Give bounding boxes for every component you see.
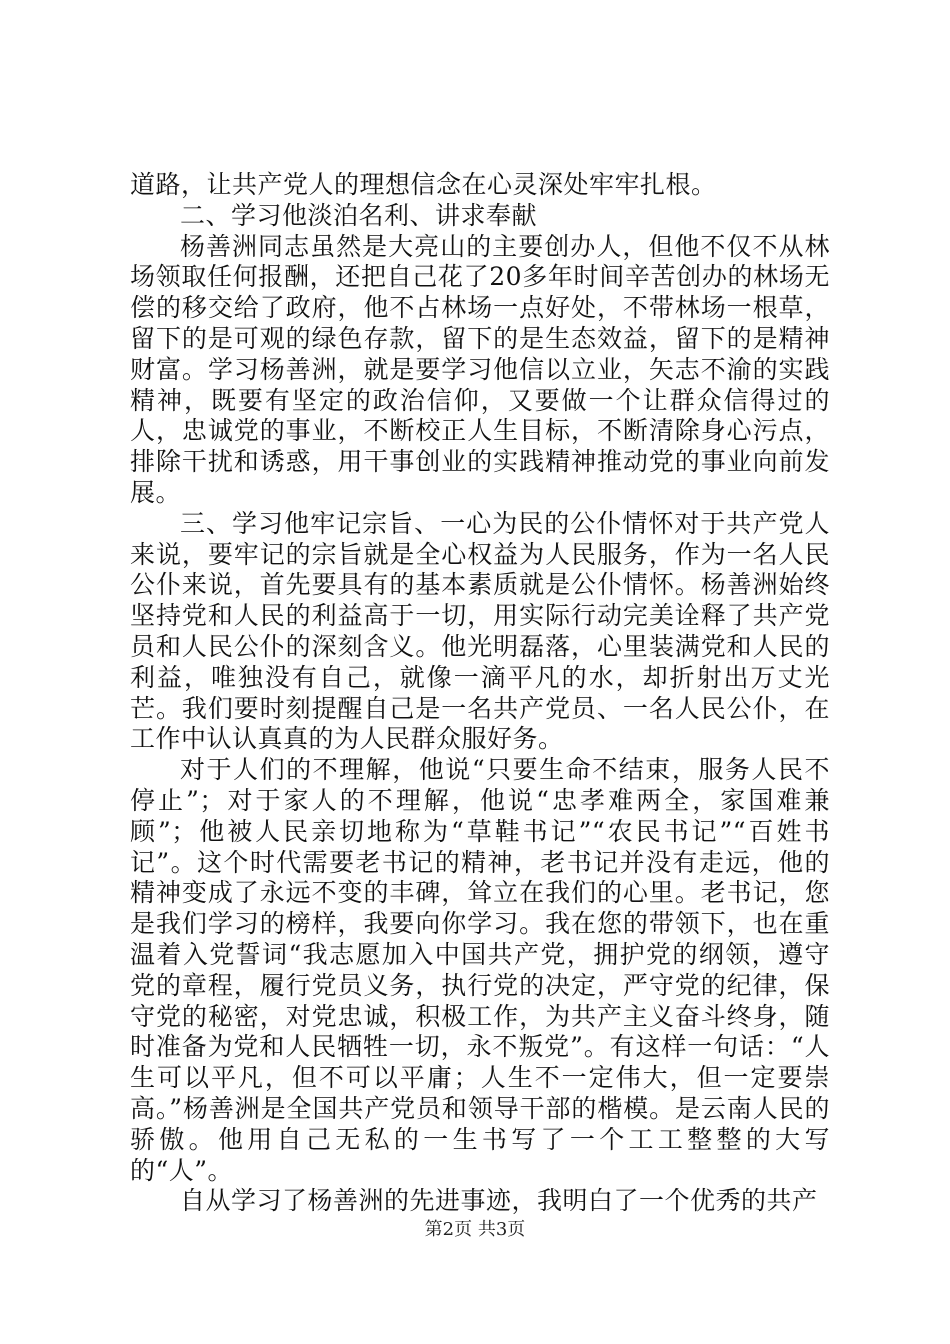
paragraph-quotes: 对于人们的不理解，他说“只要生命不结束，服务人民不停止”；对于家人的不理解，他说“忠孝难两全，家国难兼顾”；他被人民亲切地称为“草鞋书记”“农民书记”“百姓书记”。这个时代需要老书记的精神，老书记并没有走远，他的精神变成了永远不变的丰碑，耸立在我们的心里。老书记，您是我们学习的榜样，我要向你学习。我在您的带领下，也在重温着入党誓词“我志愿加入中国共产党，拥护党的纲领，遵守党的章程，履行党员义务，执行党的决定，严守党的纪律，保守党的秘密，对党忠诚，积极工作，为共产主义奋斗终身，随时准备为党和人民牺牲一切，永不叛党”。有这样一句话：“人生可以平凡，但不可以平庸；人生不一定伟大，但一定要崇高。”杨善洲是全国共产党员和领导干部的楷模。是云南人民的骄傲。他用自己无私的一生书写了一个工工整整的大写的“人”。 [130, 755, 830, 1185]
paragraph-section-2-body: 杨善洲同志虽然是大亮山的主要创办人，但他不仅不从林场领取任何报酬，还把自己花了20多年时间辛苦创办的林场无偿的移交给了政府，他不占林场一点好处，不带林场一根草，留下的是可观的绿色存款，留下的是生态效益，留下的是精神财富。学习杨善洲，就是要学习他信以立业，矢志不渝的实践精神，既要有坚定的政治信仰，又要做一个让群众信得过的人，忠诚党的事业，不断校正人生目标，不断清除身心污点，排除干扰和诱惑，用干事创业的实践精神推动党的事业向前发展。 [130, 231, 830, 507]
paragraph-section-3: 三、学习他牢记宗旨、一心为民的公仆情怀对于共产党人来说，要牢记的宗旨就是全心权益为人民服务，作为一名人民公仆来说，首先要具有的基本素质就是公仆情怀。杨善洲始终坚持党和人民的利益高于一切，用实际行动完美诠释了共产党员和人民公仆的深刻含义。他光明磊落，心里装满党和人民的利益，唯独没有自己，就像一滴平凡的水，却折射出万丈光芒。我们要时刻提醒自己是一名共产党员、一名人民公仆，在工作中认认真真的为人民群众服好务。 [130, 508, 830, 754]
paragraph-continuation: 道路，让共产党人的理想信念在心灵深处牢牢扎根。 [130, 170, 717, 199]
section-heading-2: 二、学习他淡泊名利、讲求奉献 [180, 200, 538, 230]
document-body [130, 170, 830, 1217]
paragraph-conclusion-start: 自从学习了杨善洲的先进事迹，我明白了一个优秀的共产 [180, 1186, 818, 1216]
page-footer: 第2页 共3页 [424, 1219, 526, 1240]
